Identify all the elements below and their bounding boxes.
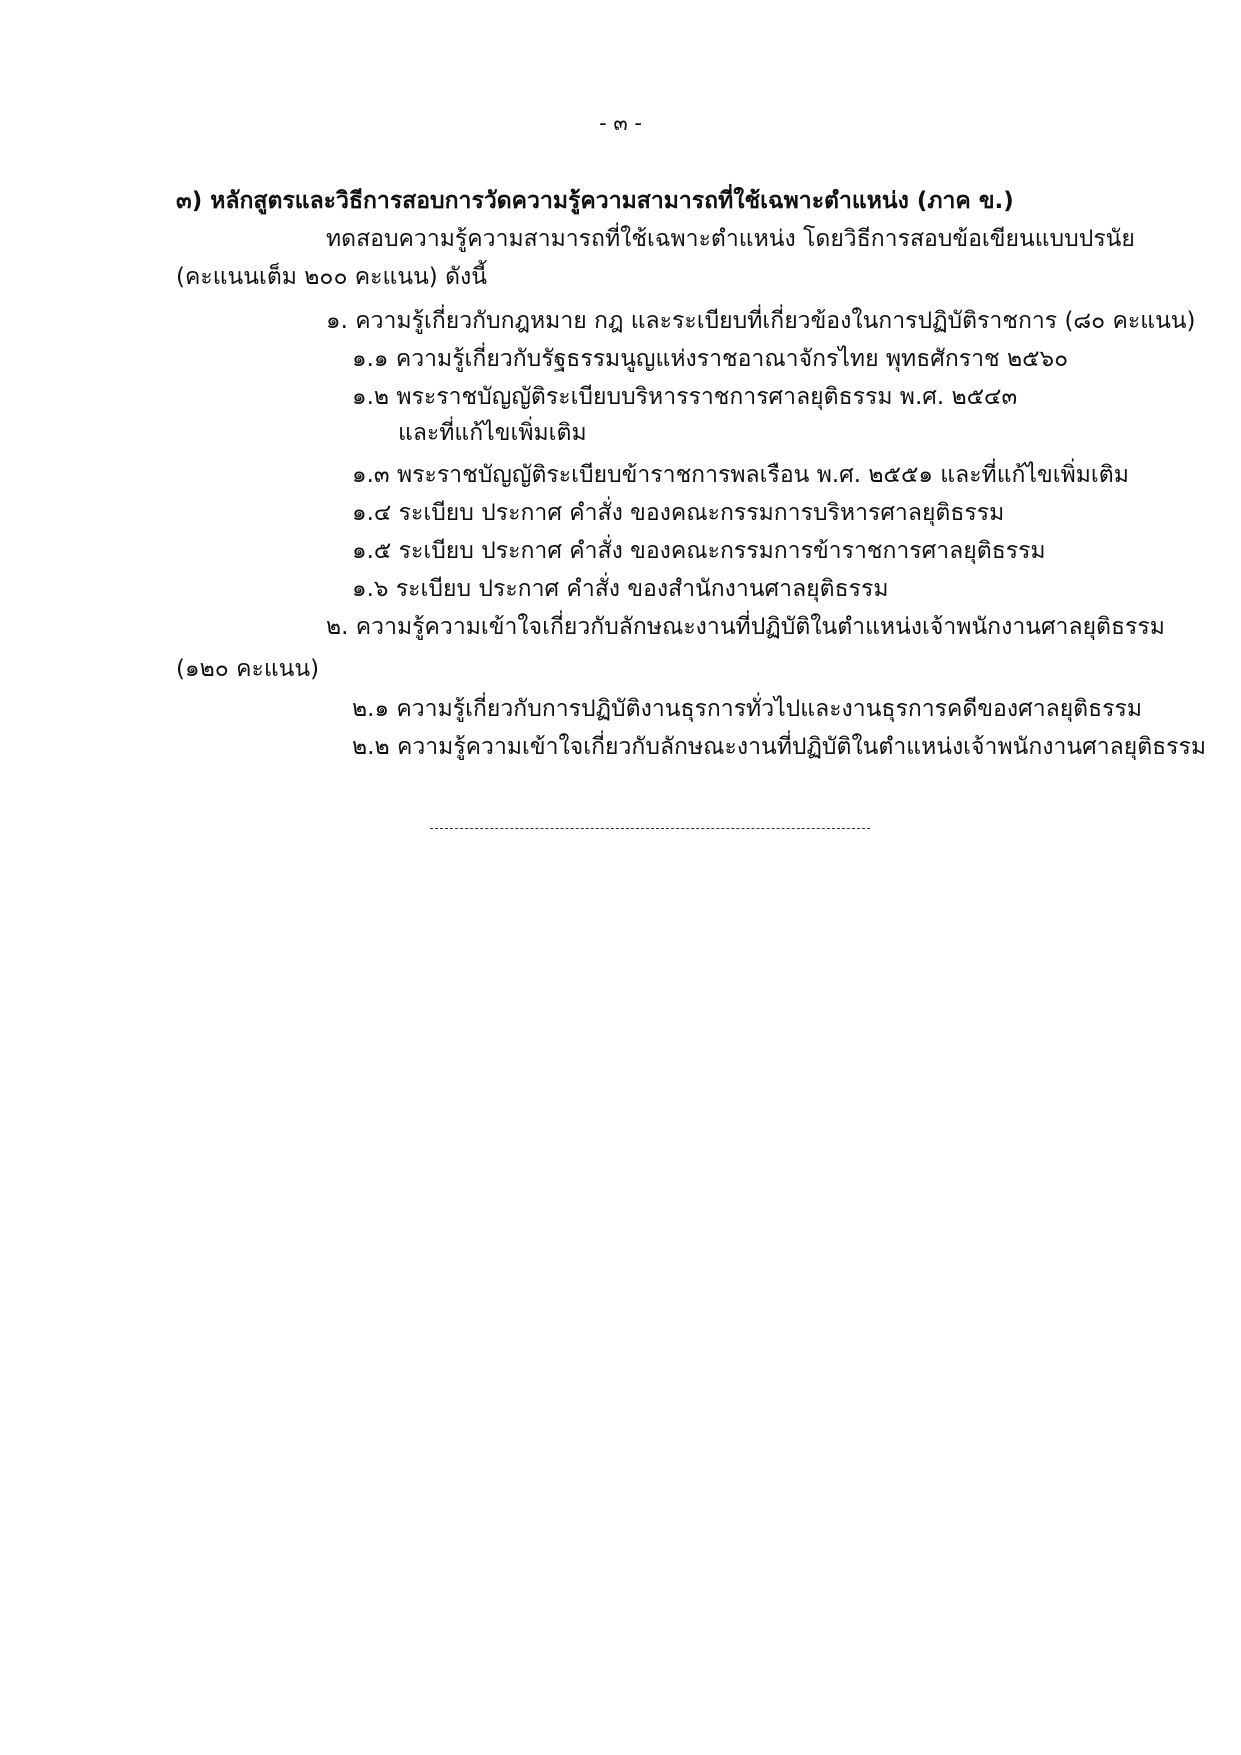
section-1-item: ๑.๖ ระเบียบ ประกาศ คำสั่ง ของสำนักงานศาลยุติธรรม (352, 576, 889, 602)
page-number: - ๓ - (599, 111, 642, 135)
section-2-title-line-1: ๒. ความรู้ความเข้าใจเกี่ยวกับลักษณะงานที่ปฏิบัติในตำแหน่งเจ้าพนักงานศาลยุติธรรม (326, 614, 1165, 640)
section-2-item: ๒.๑ ความรู้เกี่ยวกับการปฏิบัติงานธุรการทั่วไปและงานธุรการคดีของศาลยุติธรรม (352, 696, 1143, 722)
end-divider (430, 828, 870, 829)
section-1-item-continuation: และที่แก้ไขเพิ่มเติม (398, 420, 587, 446)
section-1-item: ๑.๕ ระเบียบ ประกาศ คำสั่ง ของคณะกรรมการข้าราชการศาลยุติธรรม (352, 538, 1046, 564)
section-heading: ๓) หลักสูตรและวิธีการสอบการวัดความรู้ความสามารถที่ใช้เฉพาะตำแหน่ง (ภาค ข.) (176, 188, 1014, 214)
section-2-item: ๒.๒ ความรู้ความเข้าใจเกี่ยวกับลักษณะงานที่ปฏิบัติในตำแหน่งเจ้าพนักงานศาลยุติธรรม (352, 734, 1207, 760)
intro-paragraph-line-1: ทดสอบความรู้ความสามารถที่ใช้เฉพาะตำแหน่ง โดยวิธีการสอบข้อเขียนแบบปรนัย (326, 226, 1135, 252)
section-1-item: ๑.๒ พระราชบัญญัติระเบียบบริหารราชการศาลยุติธรรม พ.ศ. ๒๕๔๓ (352, 384, 1018, 410)
section-1-item: ๑.๔ ระเบียบ ประกาศ คำสั่ง ของคณะกรรมการบริหารศาลยุติธรรม (352, 500, 1005, 526)
section-1-title: ๑. ความรู้เกี่ยวกับกฎหมาย กฎ และระเบียบที่เกี่ยวข้องในการปฏิบัติราชการ (๘๐ คะแนน) (326, 308, 1196, 334)
section-1-item: ๑.๑ ความรู้เกี่ยวกับรัฐธรรมนูญแห่งราชอาณาจักรไทย พุทธศักราช ๒๕๖๐ (352, 346, 1069, 372)
intro-paragraph-line-2: (คะแนนเต็ม ๒๐๐ คะแนน) ดังนี้ (176, 264, 487, 290)
section-2-title-line-2: (๑๒๐ คะแนน) (176, 656, 320, 682)
section-1-item: ๑.๓ พระราชบัญญัติระเบียบข้าราชการพลเรือน พ.ศ. ๒๕๕๑ และที่แก้ไขเพิ่มเติม (352, 462, 1129, 488)
